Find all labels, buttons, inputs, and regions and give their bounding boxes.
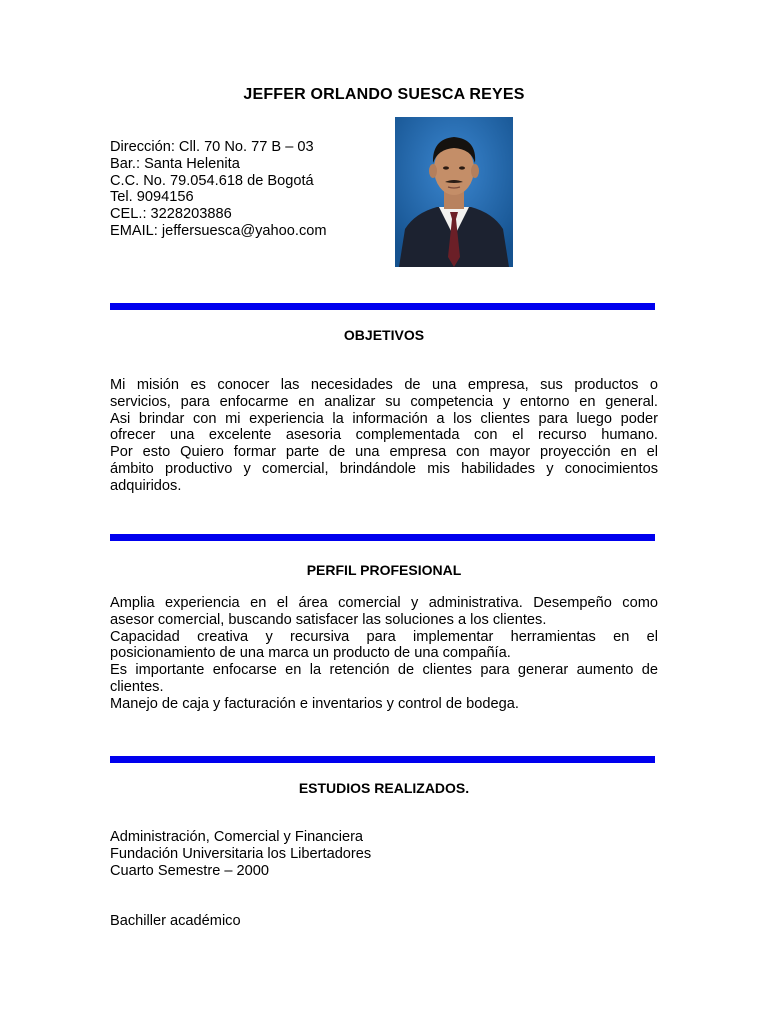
objetivos-line: Por esto Quiero formar parte de una empresa con mayor proyección en el <box>110 444 658 461</box>
objetivos-line: ofrecer una excelente asesoria complementada con el recurso humano. <box>110 427 658 444</box>
bachiller-entry: Bachiller académico <box>110 913 241 929</box>
estudios-heading: ESTUDIOS REALIZADOS. <box>298 780 470 796</box>
contact-block <box>110 139 327 240</box>
email-line: EMAIL: jeffersuesca@yahoo.com <box>110 222 327 239</box>
estudios-entry: Administración, Comercial y Financiera <box>110 829 364 845</box>
bachiller-line <box>110 913 241 930</box>
objetivos-paragraph <box>110 377 658 495</box>
candidate-name: JEFFER ORLANDO SUESCA REYES <box>243 86 525 103</box>
estudios-list <box>110 829 371 879</box>
objetivos-line: Mi misión es conocer las necesidades de una empresa, sus productos o <box>110 377 658 393</box>
objetivos-line: Asi brindar con mi experiencia la información a los clientes para luego poder <box>110 410 658 427</box>
phone-line: Tel. 9094156 <box>110 189 194 206</box>
portrait-icon <box>395 117 513 267</box>
objetivos-heading: OBJETIVOS <box>343 327 425 343</box>
perfil-heading: PERFIL PROFESIONAL <box>306 562 462 578</box>
perfil-line: asesor comercial, buscando satisfacer las soluciones a los clientes. <box>110 611 547 628</box>
address-line: Dirección: Cll. 70 No. 77 B – 03 <box>110 139 314 155</box>
perfil-line: Manejo de caja y facturación e inventarios y control de bodega. <box>110 695 519 712</box>
perfil-paragraph <box>110 595 658 713</box>
section-divider <box>110 534 655 541</box>
neighborhood-line: Bar.: Santa Helenita <box>110 155 240 172</box>
section-divider <box>110 756 655 763</box>
perfil-line: Capacidad creativa y recursiva para implementar herramientas en el <box>110 628 658 645</box>
perfil-line: Es importante enfocarse en la retención de clientes para generar aumento de <box>110 662 658 679</box>
perfil-line: posicionamiento de una marca un producto de una compañía. <box>110 645 511 662</box>
objetivos-line: ámbito productivo y comercial, brindándole mis habilidades y conocimientos <box>110 460 658 477</box>
perfil-line: clientes. <box>110 678 164 695</box>
id-number-line: C.C. No. 79.054.618 de Bogotá <box>110 172 314 189</box>
objetivos-line: adquiridos. <box>110 477 182 494</box>
perfil-line: Amplia experiencia en el área comercial y administrativa. Desempeño como <box>110 595 658 611</box>
section-divider <box>110 303 655 310</box>
estudios-entry: Cuarto Semestre – 2000 <box>110 862 269 879</box>
estudios-entry: Fundación Universitaria los Libertadores <box>110 845 372 862</box>
profile-photo <box>395 117 513 267</box>
objetivos-line: servicios, para enfocarme en analizar su competencia y entorno en general. <box>110 393 658 410</box>
cellphone-line: CEL.: 3228203886 <box>110 206 232 223</box>
